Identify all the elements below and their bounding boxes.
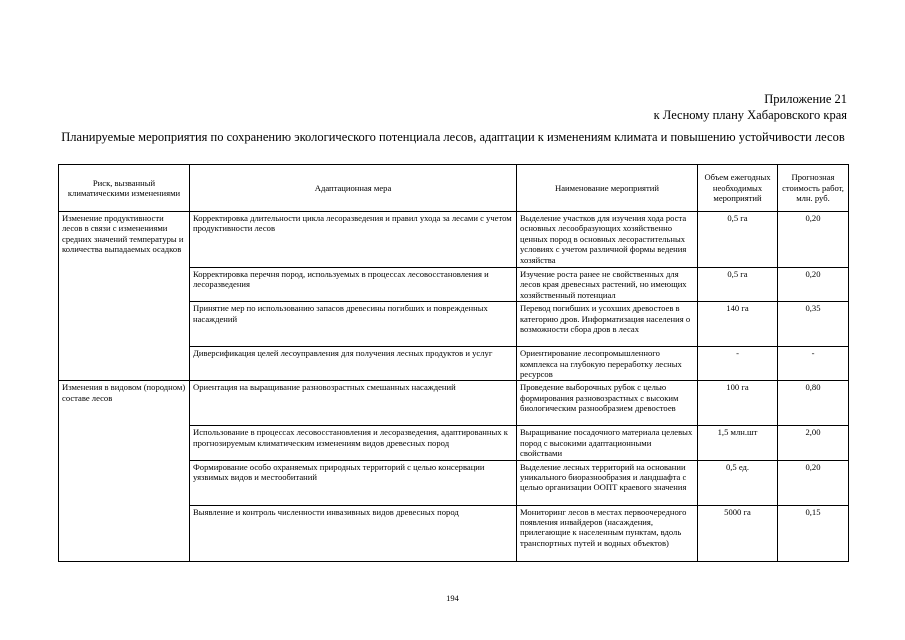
cost-cell: 2,00 (778, 426, 849, 460)
volume-cell: - (698, 347, 778, 381)
header-volume: Объем ежегодных необходимых мероприятий (698, 165, 778, 212)
volume-cell: 0,5 га (698, 212, 778, 268)
cost-cell: 0,80 (778, 381, 849, 426)
measure-cell: Корректировка перечня пород, используемых в процессах лесовосстановления и лесоразведения (190, 268, 517, 302)
header-measure: Адаптационная мера (190, 165, 517, 212)
measure-cell: Использование в процессах лесовосстановления и лесоразведения, адаптированных к прогнозируемым климатическим изменениям видов древесных пород (190, 426, 517, 460)
action-cell: Выращивание посадочного материала целевых пород с высокими адаптационными свойствами (517, 426, 698, 460)
volume-cell: 0,5 га (698, 268, 778, 302)
appendix-reference: к Лесному плану Хабаровского края (653, 108, 847, 122)
measure-cell: Выявление и контроль численности инвазивных видов древесных пород (190, 505, 517, 561)
page-number: 194 (446, 593, 459, 603)
risk-cell: Изменения в видовом (породном) составе лесов (59, 381, 190, 561)
measure-cell: Ориентация на выращивание разновозрастных смешанных насаждений (190, 381, 517, 426)
volume-cell: 0,5 ед. (698, 460, 778, 505)
measure-cell: Формирование особо охраняемых природных территорий с целью консервации уязвимых видов и местообитаний (190, 460, 517, 505)
volume-cell: 100 га (698, 381, 778, 426)
action-cell: Перевод погибших и усохших древостоев в категорию дров. Информатизация населения о возможности сбора дров в лесах (517, 302, 698, 347)
action-cell: Выделение лесных территорий на основании уникального биоразнообразия и ландшафта с целью организации ООПТ краевого значения (517, 460, 698, 505)
action-cell: Проведение выборочных рубок с целью формирования разновозрастных с высоким биологическим разнообразием древостоев (517, 381, 698, 426)
cost-cell: - (778, 347, 849, 381)
cost-cell: 0,20 (778, 268, 849, 302)
cost-cell: 0,35 (778, 302, 849, 347)
action-cell: Мониторинг лесов в местах первоочередного появления инвайдеров (насаждения, прилегающие к населенным пунктам, вдоль транспортных путей и водных объектов) (517, 505, 698, 561)
appendix-header (654, 91, 847, 123)
cost-cell: 0,15 (778, 505, 849, 561)
header-risk: Риск, вызванный климатическими изменениями (59, 165, 190, 212)
measure-cell: Корректировка длительности цикла лесоразведения и правил ухода за лесами с учетом продуктивности лесов (190, 212, 517, 268)
measures-table (58, 164, 849, 562)
action-cell: Ориентирование лесопромышленного комплекса на глубокую переработку лесных ресурсов (517, 347, 698, 381)
action-cell: Изучение роста ранее не свойственных для лесов края древесных растений, но имеющих хозяйственный потенциал (517, 268, 698, 302)
cost-cell: 0,20 (778, 212, 849, 268)
cost-cell: 0,20 (778, 460, 849, 505)
table-row (59, 381, 849, 426)
volume-cell: 1,5 млн.шт (698, 426, 778, 460)
table-row (59, 212, 849, 268)
header-cost: Прогнозная стоимость работ, млн. руб. (778, 165, 849, 212)
document-title: Планируемые мероприятия по сохранению экологического потенциала лесов, адаптации к изменениям климата и повышению устойчивости лесов (61, 130, 845, 144)
header-action: Наименование мероприятий (517, 165, 698, 212)
volume-cell: 140 га (698, 302, 778, 347)
volume-cell: 5000 га (698, 505, 778, 561)
risk-cell: Изменение продуктивности лесов в связи с изменениями средних значений температуры и количества выпадаемых осадков (59, 212, 190, 381)
table-header-row (59, 165, 849, 212)
measure-cell: Принятие мер по использованию запасов древесины погибших и поврежденных насаждений (190, 302, 517, 347)
measure-cell: Диверсификация целей лесоуправления для получения лесных продуктов и услуг (190, 347, 517, 381)
appendix-number: Приложение 21 (764, 92, 847, 106)
action-cell: Выделение участков для изучения хода роста основных лесообразующих хозяйственно ценных пород в основных лесорастительных условиях с учетом различной формы ведения хозяйства (517, 212, 698, 268)
